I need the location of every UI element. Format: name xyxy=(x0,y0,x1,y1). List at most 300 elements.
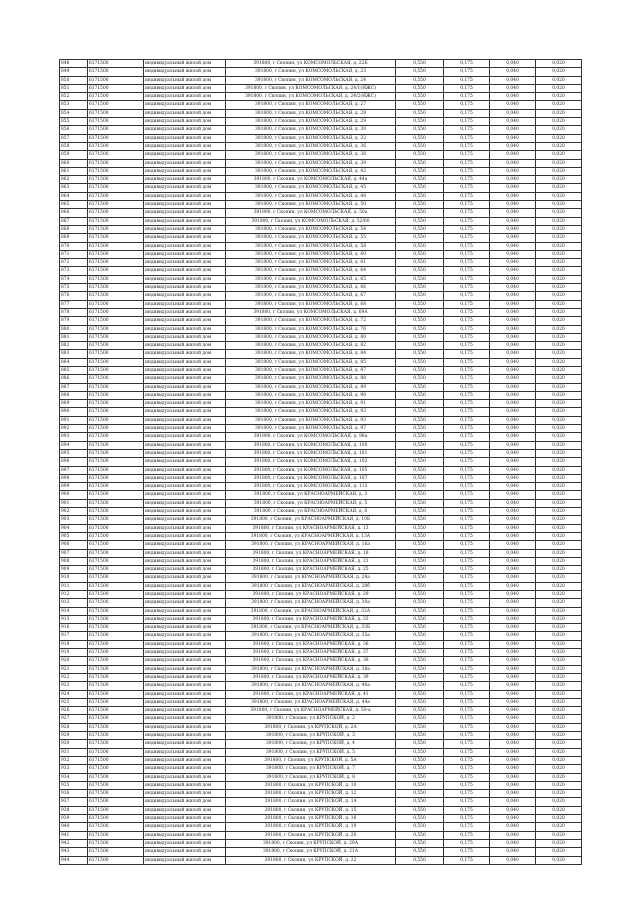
row-address: 391800, г Скопин, ул КРУПСКОЙ, д. 8 xyxy=(226,773,396,781)
row-address: 391800, г Скопин, ул КОМСОМОЛЬСКАЯ, д. 82 xyxy=(226,342,396,350)
row-value-4: 0,020 xyxy=(536,217,582,225)
row-value-2: 0,175 xyxy=(444,408,490,416)
row-number: 902 xyxy=(60,508,88,516)
row-value-1: 0,550 xyxy=(396,607,444,615)
table-row xyxy=(60,383,582,391)
row-value-2: 0,175 xyxy=(444,499,490,507)
row-address: 391800, г Скопин, ул КРУПСКОЙ, д. 3 xyxy=(226,732,396,740)
row-address: 391800, г Скопин, ул КРУПСКОЙ, д. 20 xyxy=(226,831,396,839)
row-address: 391800, г Скопин, ул КОМСОМОЛЬСКАЯ, д. 28 xyxy=(226,109,396,117)
row-value-3: 0,040 xyxy=(490,159,536,167)
row-value-3: 0,040 xyxy=(490,259,536,267)
table-row xyxy=(60,192,582,200)
table-row xyxy=(60,748,582,756)
row-value-4: 0,020 xyxy=(536,508,582,516)
row-address: 391800, г Скопин, ул КОМСОМОЛЬСКАЯ, д. 45 xyxy=(226,184,396,192)
row-address: 391800, г Скопин, ул КОМСОМОЛЬСКАЯ, д. 36 xyxy=(226,142,396,150)
row-value-2: 0,175 xyxy=(444,566,490,574)
row-code: 6171500 xyxy=(88,300,144,308)
row-value-2: 0,175 xyxy=(444,848,490,856)
row-value-4: 0,020 xyxy=(536,657,582,665)
table-row xyxy=(60,798,582,806)
row-address: 391800, г Скопин, ул КОМСОМОЛЬСКАЯ, д. 66 xyxy=(226,284,396,292)
row-value-2: 0,175 xyxy=(444,84,490,92)
row-address: 391800, г Скопин, ул КРАСНОАРМЕЙСКАЯ, д. 44а xyxy=(226,698,396,706)
row-value-2: 0,175 xyxy=(444,93,490,101)
row-value-3: 0,040 xyxy=(490,483,536,491)
row-type: индивидуальный жилой дом xyxy=(144,126,226,134)
row-address: 391800, г Скопин, ул КОМСОМОЛЬСКАЯ, д. 85 xyxy=(226,358,396,366)
row-address: 391800, г Скопин, ул КРАСНОАРМЕЙСКАЯ, д. 38а xyxy=(226,665,396,673)
row-value-4: 0,020 xyxy=(536,591,582,599)
row-code: 6171500 xyxy=(88,391,144,399)
table-row xyxy=(60,582,582,590)
row-address: 391800, г Скопин, ул КОМСОМОЛЬСКАЯ, д. 69А xyxy=(226,308,396,316)
row-number: 897 xyxy=(60,466,88,474)
row-number: 877 xyxy=(60,300,88,308)
table-row xyxy=(60,184,582,192)
row-value-3: 0,040 xyxy=(490,383,536,391)
row-number: 909 xyxy=(60,566,88,574)
row-value-3: 0,040 xyxy=(490,815,536,823)
row-value-1: 0,550 xyxy=(396,60,444,68)
row-value-2: 0,175 xyxy=(444,549,490,557)
table-row xyxy=(60,756,582,764)
row-type: индивидуальный жилой дом xyxy=(144,134,226,142)
row-value-3: 0,040 xyxy=(490,358,536,366)
row-type: индивидуальный жилой дом xyxy=(144,756,226,764)
row-address: 391800, г Скопин, ул КРУПСКОЙ, д. 15 xyxy=(226,806,396,814)
row-value-1: 0,550 xyxy=(396,815,444,823)
row-type: индивидуальный жилой дом xyxy=(144,259,226,267)
row-type: индивидуальный жилой дом xyxy=(144,366,226,374)
row-address: 391800, г Скопин, ул КОМСОМОЛЬСКАЯ, д. 55 xyxy=(226,234,396,242)
row-address: 391800, г Скопин, ул КОМСОМОЛЬСКАЯ, д. 68 xyxy=(226,300,396,308)
table-row xyxy=(60,275,582,283)
row-type: индивидуальный жилой дом xyxy=(144,267,226,275)
row-value-2: 0,175 xyxy=(444,201,490,209)
row-value-2: 0,175 xyxy=(444,748,490,756)
row-code: 6171500 xyxy=(88,192,144,200)
row-value-3: 0,040 xyxy=(490,532,536,540)
row-value-1: 0,550 xyxy=(396,765,444,773)
table-row xyxy=(60,549,582,557)
row-value-3: 0,040 xyxy=(490,325,536,333)
row-code: 6171500 xyxy=(88,499,144,507)
row-code: 6171500 xyxy=(88,624,144,632)
row-value-3: 0,040 xyxy=(490,591,536,599)
row-number: 885 xyxy=(60,366,88,374)
row-type: индивидуальный жилой дом xyxy=(144,68,226,76)
row-value-2: 0,175 xyxy=(444,707,490,715)
row-value-3: 0,040 xyxy=(490,756,536,764)
row-value-3: 0,040 xyxy=(490,425,536,433)
row-number: 935 xyxy=(60,781,88,789)
row-number: 926 xyxy=(60,707,88,715)
row-address: 391800, г Скопин, ул КОМСОМОЛЬСКАЯ, д. 88 xyxy=(226,375,396,383)
row-type: индивидуальный жилой дом xyxy=(144,640,226,648)
row-code: 6171500 xyxy=(88,516,144,524)
row-value-2: 0,175 xyxy=(444,325,490,333)
row-address: 391800, г Скопин, ул КРАСНОАРМЕЙСКАЯ, д. 6 xyxy=(226,508,396,516)
row-number: 868 xyxy=(60,225,88,233)
row-value-4: 0,020 xyxy=(536,491,582,499)
row-value-4: 0,020 xyxy=(536,225,582,233)
row-value-2: 0,175 xyxy=(444,109,490,117)
row-number: 862 xyxy=(60,176,88,184)
row-number: 942 xyxy=(60,839,88,847)
row-type: индивидуальный жилой дом xyxy=(144,541,226,549)
row-value-2: 0,175 xyxy=(444,134,490,142)
row-type: индивидуальный жилой дом xyxy=(144,483,226,491)
row-type: индивидуальный жилой дом xyxy=(144,325,226,333)
row-value-3: 0,040 xyxy=(490,342,536,350)
row-code: 6171500 xyxy=(88,209,144,217)
row-value-1: 0,550 xyxy=(396,823,444,831)
row-value-1: 0,550 xyxy=(396,350,444,358)
row-address: 391800, г Скопин, ул КОМСОМОЛЬСКАЯ, д. 32 xyxy=(226,134,396,142)
row-address: 391800, г Скопин, ул КОМСОМОЛЬСКАЯ, д. 60 xyxy=(226,250,396,258)
row-value-2: 0,175 xyxy=(444,723,490,731)
row-value-2: 0,175 xyxy=(444,101,490,109)
row-number: 859 xyxy=(60,151,88,159)
row-value-2: 0,175 xyxy=(444,242,490,250)
row-code: 6171500 xyxy=(88,325,144,333)
row-code: 6171500 xyxy=(88,433,144,441)
row-number: 867 xyxy=(60,217,88,225)
row-value-3: 0,040 xyxy=(490,698,536,706)
row-value-2: 0,175 xyxy=(444,765,490,773)
row-number: 941 xyxy=(60,831,88,839)
row-address: 391800, г Скопин, ул КРУПСКОЙ, д. 16 xyxy=(226,815,396,823)
row-value-4: 0,020 xyxy=(536,425,582,433)
row-value-2: 0,175 xyxy=(444,615,490,623)
row-value-1: 0,550 xyxy=(396,201,444,209)
table-row xyxy=(60,300,582,308)
row-type: индивидуальный жилой дом xyxy=(144,574,226,582)
row-code: 6171500 xyxy=(88,715,144,723)
row-code: 6171500 xyxy=(88,184,144,192)
row-type: индивидуальный жилой дом xyxy=(144,118,226,126)
row-value-2: 0,175 xyxy=(444,350,490,358)
row-value-3: 0,040 xyxy=(490,449,536,457)
row-value-3: 0,040 xyxy=(490,142,536,150)
row-number: 933 xyxy=(60,765,88,773)
table-row xyxy=(60,267,582,275)
row-value-1: 0,550 xyxy=(396,225,444,233)
table-row xyxy=(60,640,582,648)
row-type: индивидуальный жилой дом xyxy=(144,391,226,399)
row-type: индивидуальный жилой дом xyxy=(144,773,226,781)
table-row xyxy=(60,856,582,864)
row-value-1: 0,550 xyxy=(396,665,444,673)
row-type: индивидуальный жилой дом xyxy=(144,781,226,789)
row-value-4: 0,020 xyxy=(536,856,582,864)
row-number: 860 xyxy=(60,159,88,167)
row-code: 6171500 xyxy=(88,690,144,698)
row-code: 6171500 xyxy=(88,574,144,582)
row-value-4: 0,020 xyxy=(536,690,582,698)
table-row xyxy=(60,458,582,466)
row-address: 391800, г Скопин, ул КРАСНОАРМЕЙСКАЯ, д. 13 xyxy=(226,524,396,532)
row-value-2: 0,175 xyxy=(444,366,490,374)
row-type: индивидуальный жилой дом xyxy=(144,408,226,416)
row-type: индивидуальный жилой дом xyxy=(144,848,226,856)
row-number: 866 xyxy=(60,209,88,217)
row-type: индивидуальный жилой дом xyxy=(144,76,226,84)
row-address: 391800, г Скопин, ул КОМСОМОЛЬСКАЯ, д. 105 xyxy=(226,466,396,474)
row-value-2: 0,175 xyxy=(444,474,490,482)
row-value-3: 0,040 xyxy=(490,508,536,516)
row-code: 6171500 xyxy=(88,176,144,184)
row-code: 6171500 xyxy=(88,848,144,856)
row-address: 391800, г Скопин, ул КРАСНОАРМЕЙСКАЯ, д. 16а xyxy=(226,541,396,549)
row-value-4: 0,020 xyxy=(536,698,582,706)
row-value-4: 0,020 xyxy=(536,101,582,109)
row-value-1: 0,550 xyxy=(396,508,444,516)
table-row xyxy=(60,557,582,565)
row-value-4: 0,020 xyxy=(536,76,582,84)
row-type: индивидуальный жилой дом xyxy=(144,441,226,449)
row-number: 900 xyxy=(60,491,88,499)
row-address: 391800, г Скопин, ул КРУПСКОЙ, д. 4 xyxy=(226,740,396,748)
row-value-2: 0,175 xyxy=(444,823,490,831)
row-code: 6171500 xyxy=(88,201,144,209)
row-number: 912 xyxy=(60,591,88,599)
row-type: индивидуальный жилой дом xyxy=(144,333,226,341)
row-type: индивидуальный жилой дом xyxy=(144,84,226,92)
row-value-2: 0,175 xyxy=(444,292,490,300)
row-type: индивидуальный жилой дом xyxy=(144,532,226,540)
row-number: 852 xyxy=(60,93,88,101)
row-value-1: 0,550 xyxy=(396,259,444,267)
row-value-1: 0,550 xyxy=(396,217,444,225)
row-address: 391800, г Скопин, ул КОМСОМОЛЬСКАЯ, д. 44а xyxy=(226,176,396,184)
row-code: 6171500 xyxy=(88,673,144,681)
row-number: 891 xyxy=(60,416,88,424)
row-value-4: 0,020 xyxy=(536,201,582,209)
row-value-4: 0,020 xyxy=(536,682,582,690)
row-value-1: 0,550 xyxy=(396,690,444,698)
row-value-3: 0,040 xyxy=(490,300,536,308)
table-row xyxy=(60,615,582,623)
row-type: индивидуальный жилой дом xyxy=(144,416,226,424)
table-row xyxy=(60,806,582,814)
row-value-4: 0,020 xyxy=(536,707,582,715)
row-code: 6171500 xyxy=(88,408,144,416)
row-value-4: 0,020 xyxy=(536,342,582,350)
row-code: 6171500 xyxy=(88,225,144,233)
row-address: 391800, г Скопин, ул КРАСНОАРМЕЙСКАЯ, д. 36 xyxy=(226,640,396,648)
row-value-4: 0,020 xyxy=(536,790,582,798)
row-value-4: 0,020 xyxy=(536,765,582,773)
row-value-2: 0,175 xyxy=(444,300,490,308)
row-value-4: 0,020 xyxy=(536,773,582,781)
row-value-4: 0,020 xyxy=(536,748,582,756)
row-address: 391800, г Скопин, ул КОМСОМОЛЬСКАЯ, д. 38 xyxy=(226,151,396,159)
row-value-2: 0,175 xyxy=(444,607,490,615)
row-address: 391800, г Скопин, ул КОМСОМОЛЬСКАЯ, д. 80 xyxy=(226,333,396,341)
row-number: 872 xyxy=(60,259,88,267)
row-number: 890 xyxy=(60,408,88,416)
table-row xyxy=(60,142,582,150)
row-value-1: 0,550 xyxy=(396,781,444,789)
table-row xyxy=(60,441,582,449)
row-code: 6171500 xyxy=(88,234,144,242)
row-value-3: 0,040 xyxy=(490,632,536,640)
row-number: 857 xyxy=(60,134,88,142)
row-value-2: 0,175 xyxy=(444,416,490,424)
row-value-1: 0,550 xyxy=(396,599,444,607)
table-row xyxy=(60,391,582,399)
row-value-4: 0,020 xyxy=(536,68,582,76)
row-code: 6171500 xyxy=(88,632,144,640)
row-code: 6171500 xyxy=(88,109,144,117)
row-value-4: 0,020 xyxy=(536,823,582,831)
row-value-4: 0,020 xyxy=(536,350,582,358)
row-address: 391800, г Скопин, ул КРАСНОАРМЕЙСКАЯ, д. 50-а xyxy=(226,707,396,715)
row-value-1: 0,550 xyxy=(396,856,444,864)
row-value-4: 0,020 xyxy=(536,574,582,582)
row-value-1: 0,550 xyxy=(396,499,444,507)
row-value-1: 0,550 xyxy=(396,574,444,582)
row-value-3: 0,040 xyxy=(490,566,536,574)
row-number: 901 xyxy=(60,499,88,507)
row-value-1: 0,550 xyxy=(396,391,444,399)
row-value-4: 0,020 xyxy=(536,242,582,250)
row-code: 6171500 xyxy=(88,856,144,864)
row-code: 6171500 xyxy=(88,250,144,258)
row-value-3: 0,040 xyxy=(490,707,536,715)
table-row xyxy=(60,317,582,325)
row-value-2: 0,175 xyxy=(444,284,490,292)
table-row xyxy=(60,325,582,333)
row-value-2: 0,175 xyxy=(444,682,490,690)
table-row xyxy=(60,707,582,715)
row-value-3: 0,040 xyxy=(490,723,536,731)
row-value-3: 0,040 xyxy=(490,665,536,673)
row-type: индивидуальный жилой дом xyxy=(144,632,226,640)
row-value-2: 0,175 xyxy=(444,508,490,516)
row-value-3: 0,040 xyxy=(490,790,536,798)
row-code: 6171500 xyxy=(88,823,144,831)
row-value-2: 0,175 xyxy=(444,259,490,267)
row-address: 391800, г Скопин, ул КРУПСКОЙ, д. 21А xyxy=(226,848,396,856)
row-code: 6171500 xyxy=(88,524,144,532)
row-type: индивидуальный жилой дом xyxy=(144,217,226,225)
row-number: 876 xyxy=(60,292,88,300)
row-value-3: 0,040 xyxy=(490,84,536,92)
row-number: 894 xyxy=(60,441,88,449)
row-address: 391800, г Скопин, ул КРАСНОАРМЕЙСКАЯ, д. 37 xyxy=(226,649,396,657)
row-code: 6171500 xyxy=(88,491,144,499)
row-value-3: 0,040 xyxy=(490,167,536,175)
row-value-2: 0,175 xyxy=(444,159,490,167)
row-number: 896 xyxy=(60,458,88,466)
row-address: 391800, г Скопин, ул КОМСОМОЛЬСКАЯ, д. 76 xyxy=(226,325,396,333)
row-address: 391800, г Скопин, ул КРАСНОАРМЕЙСКАЯ, д. 41 xyxy=(226,690,396,698)
row-value-4: 0,020 xyxy=(536,516,582,524)
row-address: 391800, г Скопин, ул КРУПСКОЙ, д. 19 xyxy=(226,823,396,831)
row-value-1: 0,550 xyxy=(396,532,444,540)
row-value-3: 0,040 xyxy=(490,607,536,615)
row-type: индивидуальный жилой дом xyxy=(144,615,226,623)
row-address: 391800, г Скопин, ул КОМСОМОЛЬСКАЯ, д. 29 xyxy=(226,118,396,126)
row-type: индивидуальный жилой дом xyxy=(144,383,226,391)
row-value-1: 0,550 xyxy=(396,458,444,466)
row-value-2: 0,175 xyxy=(444,400,490,408)
table-row xyxy=(60,790,582,798)
row-value-2: 0,175 xyxy=(444,308,490,316)
row-value-3: 0,040 xyxy=(490,250,536,258)
row-address: 391800, г Скопин, ул КРАСНОАРМЕЙСКАЯ, д. 25 xyxy=(226,566,396,574)
row-value-2: 0,175 xyxy=(444,184,490,192)
row-code: 6171500 xyxy=(88,126,144,134)
row-code: 6171500 xyxy=(88,458,144,466)
row-value-1: 0,550 xyxy=(396,491,444,499)
row-type: индивидуальный жилой дом xyxy=(144,234,226,242)
row-value-2: 0,175 xyxy=(444,375,490,383)
row-address: 391800, г Скопин, ул КОМСОМОЛЬСКАЯ, д. 90 xyxy=(226,391,396,399)
row-code: 6171500 xyxy=(88,549,144,557)
row-value-1: 0,550 xyxy=(396,640,444,648)
row-value-2: 0,175 xyxy=(444,441,490,449)
row-value-1: 0,550 xyxy=(396,715,444,723)
row-type: индивидуальный жилой дом xyxy=(144,284,226,292)
row-value-3: 0,040 xyxy=(490,242,536,250)
row-number: 924 xyxy=(60,690,88,698)
row-type: индивидуальный жилой дом xyxy=(144,715,226,723)
row-number: 906 xyxy=(60,541,88,549)
row-value-2: 0,175 xyxy=(444,491,490,499)
row-value-3: 0,040 xyxy=(490,798,536,806)
row-number: 936 xyxy=(60,790,88,798)
row-number: 904 xyxy=(60,524,88,532)
row-value-4: 0,020 xyxy=(536,60,582,68)
row-type: индивидуальный жилой дом xyxy=(144,740,226,748)
row-number: 865 xyxy=(60,201,88,209)
row-type: индивидуальный жилой дом xyxy=(144,101,226,109)
row-value-1: 0,550 xyxy=(396,184,444,192)
row-address: 391800, г Скопин, ул КРАСНОАРМЕЙСКАЯ, д. 21 xyxy=(226,557,396,565)
row-type: индивидуальный жилой дом xyxy=(144,225,226,233)
row-number: 907 xyxy=(60,549,88,557)
row-address: 391800, г Скопин, ул КРУПСКОЙ, д. 20А xyxy=(226,839,396,847)
table-row xyxy=(60,715,582,723)
row-value-3: 0,040 xyxy=(490,68,536,76)
row-value-2: 0,175 xyxy=(444,673,490,681)
row-number: 934 xyxy=(60,773,88,781)
row-code: 6171500 xyxy=(88,599,144,607)
row-address: 391800, г Скопин, ул КОМСОМОЛЬСКАЯ, д. 84 xyxy=(226,350,396,358)
row-number: 925 xyxy=(60,698,88,706)
row-value-2: 0,175 xyxy=(444,732,490,740)
row-code: 6171500 xyxy=(88,557,144,565)
row-number: 848 xyxy=(60,60,88,68)
row-value-4: 0,020 xyxy=(536,541,582,549)
row-value-1: 0,550 xyxy=(396,756,444,764)
row-type: индивидуальный жилой дом xyxy=(144,109,226,117)
row-value-2: 0,175 xyxy=(444,483,490,491)
table-row xyxy=(60,68,582,76)
row-address: 391800, г Скопин, ул КРУПСКОЙ, д. 10 xyxy=(226,781,396,789)
row-type: индивидуальный жилой дом xyxy=(144,466,226,474)
table-row xyxy=(60,425,582,433)
row-type: индивидуальный жилой дом xyxy=(144,292,226,300)
row-code: 6171500 xyxy=(88,806,144,814)
row-value-1: 0,550 xyxy=(396,649,444,657)
row-value-1: 0,550 xyxy=(396,142,444,150)
